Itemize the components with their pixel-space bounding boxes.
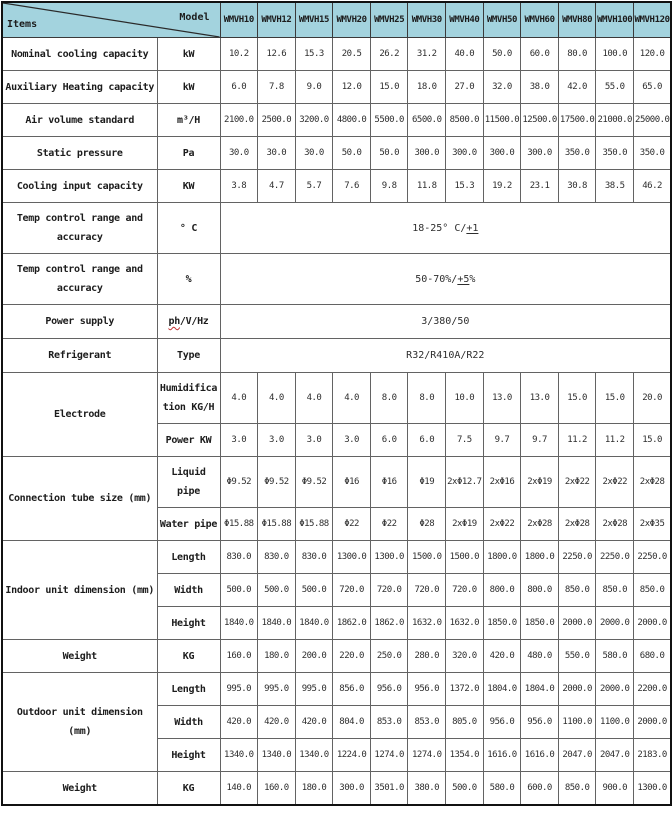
- spec-value: 2250.0: [558, 541, 596, 574]
- spec-value: 19.2: [483, 170, 521, 203]
- spec-value: 995.0: [258, 673, 296, 706]
- table-row: [2, 673, 671, 706]
- spec-value: 1224.0: [333, 739, 371, 772]
- spec-value: 900.0: [596, 772, 634, 806]
- spec-table: [1, 1, 672, 806]
- spec-value: 13.0: [483, 373, 521, 424]
- spec-value: 11.2: [596, 424, 634, 457]
- spec-value: 30.0: [295, 137, 333, 170]
- spec-value: 1340.0: [295, 739, 333, 772]
- header-items-label: Items: [7, 19, 38, 30]
- spec-value: 500.0: [446, 772, 484, 806]
- spec-value: 2000.0: [634, 706, 672, 739]
- spec-value: 30.0: [258, 137, 296, 170]
- spec-value: Φ16: [333, 457, 371, 508]
- row-unit: Pa: [157, 137, 220, 170]
- spec-value: 32.0: [483, 71, 521, 104]
- spec-value: 2250.0: [596, 541, 634, 574]
- spec-value: 4.0: [258, 373, 296, 424]
- text-part: 18-25° C/: [412, 222, 467, 234]
- spec-value: 31.2: [408, 38, 446, 71]
- spec-value: 26.2: [370, 38, 408, 71]
- spec-value: 850.0: [596, 574, 634, 607]
- spec-value: 300.0: [446, 137, 484, 170]
- spec-value-span: [220, 339, 671, 373]
- spec-value: 12.6: [258, 38, 296, 71]
- spec-value: 17500.0: [558, 104, 596, 137]
- spec-value: 2xΦ19: [446, 508, 484, 541]
- spec-value: 300.0: [521, 137, 559, 170]
- row-unit: Height: [157, 607, 220, 640]
- spec-value: 27.0: [446, 71, 484, 104]
- spec-value: 420.0: [295, 706, 333, 739]
- spec-value: 2500.0: [258, 104, 296, 137]
- spec-value: Φ15.88: [220, 508, 258, 541]
- header-items-model-cell: [2, 2, 220, 38]
- row-unit: Liquid pipe: [157, 457, 220, 508]
- spec-value: 42.0: [558, 71, 596, 104]
- spec-value: 956.0: [521, 706, 559, 739]
- spec-value: 3.0: [333, 424, 371, 457]
- spec-value: 38.0: [521, 71, 559, 104]
- row-label: Connection tube size (mm): [2, 457, 157, 541]
- spec-value: 1850.0: [521, 607, 559, 640]
- spec-value: 3.0: [220, 424, 258, 457]
- spec-value: 6500.0: [408, 104, 446, 137]
- spec-value: 720.0: [333, 574, 371, 607]
- header-model-wmvh50: WMVH50: [483, 2, 521, 38]
- spec-value: 2xΦ19: [521, 457, 559, 508]
- spec-value: 4.0: [333, 373, 371, 424]
- text-part: %: [469, 273, 476, 285]
- spec-value: 1804.0: [521, 673, 559, 706]
- row-label: Nominal cooling capacity: [2, 38, 157, 71]
- spec-value: 580.0: [596, 640, 634, 673]
- text-part: +1: [466, 222, 479, 234]
- spec-value: 140.0: [220, 772, 258, 806]
- spec-value: 30.8: [558, 170, 596, 203]
- table-row: [2, 772, 671, 806]
- row-unit: kW: [157, 71, 220, 104]
- spec-value: 2000.0: [596, 607, 634, 640]
- spec-value: 55.0: [596, 71, 634, 104]
- spec-value: 2xΦ22: [596, 457, 634, 508]
- spec-value: 350.0: [596, 137, 634, 170]
- table-row: [2, 71, 671, 104]
- spec-value: 46.2: [634, 170, 672, 203]
- header-model-wmvh20: WMVH20: [333, 2, 371, 38]
- row-unit: Length: [157, 541, 220, 574]
- spec-value: 500.0: [220, 574, 258, 607]
- row-label: Static pressure: [2, 137, 157, 170]
- row-unit: kW: [157, 38, 220, 71]
- spec-value-span: [220, 305, 671, 339]
- spec-value: 9.7: [483, 424, 521, 457]
- row-label: Power supply: [2, 305, 157, 339]
- row-label: Indoor unit dimension (mm): [2, 541, 157, 640]
- spec-value: 80.0: [558, 38, 596, 71]
- spec-value: 3200.0: [295, 104, 333, 137]
- spec-value: 300.0: [333, 772, 371, 806]
- spec-value: 3501.0: [370, 772, 408, 806]
- spec-value: 10.2: [220, 38, 258, 71]
- spec-value: 1616.0: [521, 739, 559, 772]
- row-label: Auxiliary Heating capacity: [2, 71, 157, 104]
- spec-value: Φ15.88: [258, 508, 296, 541]
- spec-value: 856.0: [333, 673, 371, 706]
- row-unit: Water pipe: [157, 508, 220, 541]
- row-unit: ° C: [157, 203, 220, 254]
- spec-value: 480.0: [521, 640, 559, 673]
- spec-value: 15.0: [634, 424, 672, 457]
- spec-value: 350.0: [634, 137, 672, 170]
- spec-value: 65.0: [634, 71, 672, 104]
- spec-value: 30.0: [220, 137, 258, 170]
- row-label: Cooling input capacity: [2, 170, 157, 203]
- spec-value-span: [220, 203, 671, 254]
- text-part: 3/380/50: [421, 316, 470, 327]
- text-part: ph: [168, 316, 180, 327]
- spec-value: 1274.0: [370, 739, 408, 772]
- spec-value: 11500.0: [483, 104, 521, 137]
- spec-value: 1500.0: [446, 541, 484, 574]
- spec-value: 1300.0: [333, 541, 371, 574]
- table-row: [2, 640, 671, 673]
- spec-value: 420.0: [220, 706, 258, 739]
- spec-value: 2xΦ28: [558, 508, 596, 541]
- spec-value: 580.0: [483, 772, 521, 806]
- spec-value: 180.0: [258, 640, 296, 673]
- spec-value: 21000.0: [596, 104, 634, 137]
- spec-value: 11.8: [408, 170, 446, 203]
- row-unit: Type: [157, 339, 220, 373]
- row-unit: %: [157, 254, 220, 305]
- header-model-wmvh120: WMVH120: [634, 2, 672, 38]
- spec-value: 805.0: [446, 706, 484, 739]
- table-row: [2, 254, 671, 305]
- spec-value: 160.0: [220, 640, 258, 673]
- spec-value: 2100.0: [220, 104, 258, 137]
- spec-value: 2200.0: [634, 673, 672, 706]
- spec-value: 1632.0: [446, 607, 484, 640]
- header-row: [2, 2, 671, 38]
- table-row: [2, 203, 671, 254]
- spec-value: 4800.0: [333, 104, 371, 137]
- spec-value: 850.0: [558, 772, 596, 806]
- table-row: [2, 137, 671, 170]
- spec-value: 15.0: [558, 373, 596, 424]
- spec-value: 300.0: [483, 137, 521, 170]
- spec-value: 850.0: [634, 574, 672, 607]
- spec-value: 600.0: [521, 772, 559, 806]
- spec-value: 1862.0: [333, 607, 371, 640]
- spec-table-body: [2, 38, 671, 806]
- spec-value: 11.2: [558, 424, 596, 457]
- spec-value: 2047.0: [596, 739, 634, 772]
- spec-value: 420.0: [258, 706, 296, 739]
- row-unit: m³/H: [157, 104, 220, 137]
- spec-value: 15.0: [596, 373, 634, 424]
- spec-value: 38.5: [596, 170, 634, 203]
- spec-value: 2047.0: [558, 739, 596, 772]
- spec-value: 20.0: [634, 373, 672, 424]
- spec-value: Φ15.88: [295, 508, 333, 541]
- spec-value: 1800.0: [521, 541, 559, 574]
- spec-value: 956.0: [483, 706, 521, 739]
- spec-value: 12500.0: [521, 104, 559, 137]
- header-model-wmvh25: WMVH25: [370, 2, 408, 38]
- row-label: Refrigerant: [2, 339, 157, 373]
- spec-value: 1340.0: [258, 739, 296, 772]
- spec-value: 2xΦ28: [596, 508, 634, 541]
- spec-value: Φ9.52: [220, 457, 258, 508]
- spec-value: 850.0: [558, 574, 596, 607]
- spec-value: 956.0: [370, 673, 408, 706]
- spec-value: 500.0: [258, 574, 296, 607]
- spec-value: 2000.0: [596, 673, 634, 706]
- spec-value: 1840.0: [258, 607, 296, 640]
- spec-value: 1100.0: [558, 706, 596, 739]
- row-unit: Width: [157, 706, 220, 739]
- spec-value: 1100.0: [596, 706, 634, 739]
- row-unit: KG: [157, 640, 220, 673]
- spec-value: 250.0: [370, 640, 408, 673]
- spec-value: 9.0: [295, 71, 333, 104]
- spec-value: 6.0: [408, 424, 446, 457]
- spec-value: 7.8: [258, 71, 296, 104]
- spec-value: 18.0: [408, 71, 446, 104]
- text-part: 50-70%/: [415, 273, 458, 285]
- spec-value: 50.0: [333, 137, 371, 170]
- table-row: [2, 305, 671, 339]
- header-model-wmvh10: WMVH10: [220, 2, 258, 38]
- spec-value: 3.0: [258, 424, 296, 457]
- text-part: /V/Hz: [179, 316, 209, 327]
- spec-value: 5500.0: [370, 104, 408, 137]
- header-model-wmvh30: WMVH30: [408, 2, 446, 38]
- spec-value: Φ9.52: [258, 457, 296, 508]
- spec-value: 2xΦ22: [483, 508, 521, 541]
- spec-value: 720.0: [370, 574, 408, 607]
- spec-value: 2250.0: [634, 541, 672, 574]
- table-row: [2, 339, 671, 373]
- spec-value: 50.0: [483, 38, 521, 71]
- spec-value: 4.0: [295, 373, 333, 424]
- spec-value: 2xΦ35: [634, 508, 672, 541]
- spec-value: 320.0: [446, 640, 484, 673]
- header-model-wmvh60: WMVH60: [521, 2, 559, 38]
- spec-value: 380.0: [408, 772, 446, 806]
- spec-value: 15.3: [446, 170, 484, 203]
- spec-value: 680.0: [634, 640, 672, 673]
- spec-value: 350.0: [558, 137, 596, 170]
- header-model-wmvh12: WMVH12: [258, 2, 296, 38]
- spec-value: 830.0: [220, 541, 258, 574]
- spec-value: 1500.0: [408, 541, 446, 574]
- spec-value: Φ28: [408, 508, 446, 541]
- row-unit: Power KW: [157, 424, 220, 457]
- spec-value: 2000.0: [558, 607, 596, 640]
- spec-value: 800.0: [483, 574, 521, 607]
- text-part: +5: [457, 273, 470, 285]
- spec-value: 2000.0: [634, 607, 672, 640]
- spec-value: 100.0: [596, 38, 634, 71]
- spec-value: 1804.0: [483, 673, 521, 706]
- row-label: Electrode: [2, 373, 157, 457]
- table-row: [2, 541, 671, 574]
- table-row: [2, 373, 671, 424]
- row-unit: KG: [157, 772, 220, 806]
- spec-value: 853.0: [408, 706, 446, 739]
- spec-value: 280.0: [408, 640, 446, 673]
- spec-value: 550.0: [558, 640, 596, 673]
- header-model-label: Model: [179, 12, 210, 23]
- spec-value: 1632.0: [408, 607, 446, 640]
- spec-value: 2xΦ28: [634, 457, 672, 508]
- spec-value: 25000.0: [634, 104, 672, 137]
- spec-value: 956.0: [408, 673, 446, 706]
- spec-value: 1800.0: [483, 541, 521, 574]
- spec-value: 220.0: [333, 640, 371, 673]
- spec-value: 1616.0: [483, 739, 521, 772]
- table-row: [2, 38, 671, 71]
- spec-value: 60.0: [521, 38, 559, 71]
- spec-value: 1840.0: [295, 607, 333, 640]
- spec-value: 2183.0: [634, 739, 672, 772]
- spec-value-span: [220, 254, 671, 305]
- header-model-wmvh100: WMVH100: [596, 2, 634, 38]
- spec-value: 40.0: [446, 38, 484, 71]
- spec-value: Φ19: [408, 457, 446, 508]
- spec-value: 8.0: [408, 373, 446, 424]
- spec-value: 3.8: [220, 170, 258, 203]
- spec-value: 180.0: [295, 772, 333, 806]
- spec-value: 2xΦ16: [483, 457, 521, 508]
- spec-value: 7.6: [333, 170, 371, 203]
- spec-value: 2xΦ28: [521, 508, 559, 541]
- spec-value: 1862.0: [370, 607, 408, 640]
- spec-value: 1372.0: [446, 673, 484, 706]
- spec-value: 200.0: [295, 640, 333, 673]
- row-label: Temp control range and accuracy: [2, 254, 157, 305]
- spec-value: 300.0: [408, 137, 446, 170]
- spec-value: 160.0: [258, 772, 296, 806]
- spec-value: 804.0: [333, 706, 371, 739]
- spec-value: 4.0: [220, 373, 258, 424]
- spec-value: 830.0: [258, 541, 296, 574]
- spec-value: 1274.0: [408, 739, 446, 772]
- spec-value: 1300.0: [634, 772, 672, 806]
- spec-value: 853.0: [370, 706, 408, 739]
- row-unit: Humidification KG/H: [157, 373, 220, 424]
- spec-value: 2000.0: [558, 673, 596, 706]
- spec-value: 50.0: [370, 137, 408, 170]
- row-label: Weight: [2, 772, 157, 806]
- spec-value: 7.5: [446, 424, 484, 457]
- header-model-wmvh15: WMVH15: [295, 2, 333, 38]
- row-unit: Width: [157, 574, 220, 607]
- text-part: R32/R410A/R22: [406, 350, 485, 361]
- table-row: [2, 170, 671, 203]
- row-label: Air volume standard: [2, 104, 157, 137]
- spec-value: 1840.0: [220, 607, 258, 640]
- spec-value: 995.0: [295, 673, 333, 706]
- spec-value: 13.0: [521, 373, 559, 424]
- spec-value: 1340.0: [220, 739, 258, 772]
- spec-value: 6.0: [220, 71, 258, 104]
- row-unit: Length: [157, 673, 220, 706]
- row-unit: [157, 305, 220, 339]
- spec-value: 995.0: [220, 673, 258, 706]
- spec-value: 1300.0: [370, 541, 408, 574]
- spec-value: 8500.0: [446, 104, 484, 137]
- spec-value: 12.0: [333, 71, 371, 104]
- spec-value: 9.7: [521, 424, 559, 457]
- spec-value: 9.8: [370, 170, 408, 203]
- spec-value: 6.0: [370, 424, 408, 457]
- spec-value: 10.0: [446, 373, 484, 424]
- spec-value: 2xΦ22: [558, 457, 596, 508]
- spec-value: 5.7: [295, 170, 333, 203]
- spec-value: 1850.0: [483, 607, 521, 640]
- spec-value: 800.0: [521, 574, 559, 607]
- table-row: [2, 457, 671, 508]
- spec-value: 15.0: [370, 71, 408, 104]
- row-unit: Height: [157, 739, 220, 772]
- spec-value: 420.0: [483, 640, 521, 673]
- row-label: Weight: [2, 640, 157, 673]
- spec-value: 720.0: [408, 574, 446, 607]
- row-label: Temp control range and accuracy: [2, 203, 157, 254]
- spec-value: Φ16: [370, 457, 408, 508]
- spec-value: Φ22: [370, 508, 408, 541]
- spec-value: Φ9.52: [295, 457, 333, 508]
- spec-value: Φ22: [333, 508, 371, 541]
- spec-value: 15.3: [295, 38, 333, 71]
- spec-value: 8.0: [370, 373, 408, 424]
- spec-value: 3.0: [295, 424, 333, 457]
- table-row: [2, 104, 671, 137]
- spec-value: 720.0: [446, 574, 484, 607]
- spec-value: 23.1: [521, 170, 559, 203]
- row-unit: KW: [157, 170, 220, 203]
- spec-value: 500.0: [295, 574, 333, 607]
- spec-value: 2xΦ12.7: [446, 457, 484, 508]
- spec-value: 830.0: [295, 541, 333, 574]
- spec-value: 20.5: [333, 38, 371, 71]
- row-label: Outdoor unit dimension (mm): [2, 673, 157, 772]
- spec-value: 120.0: [634, 38, 672, 71]
- header-model-wmvh40: WMVH40: [446, 2, 484, 38]
- spec-value: 1354.0: [446, 739, 484, 772]
- spec-value: 4.7: [258, 170, 296, 203]
- header-model-wmvh80: WMVH80: [558, 2, 596, 38]
